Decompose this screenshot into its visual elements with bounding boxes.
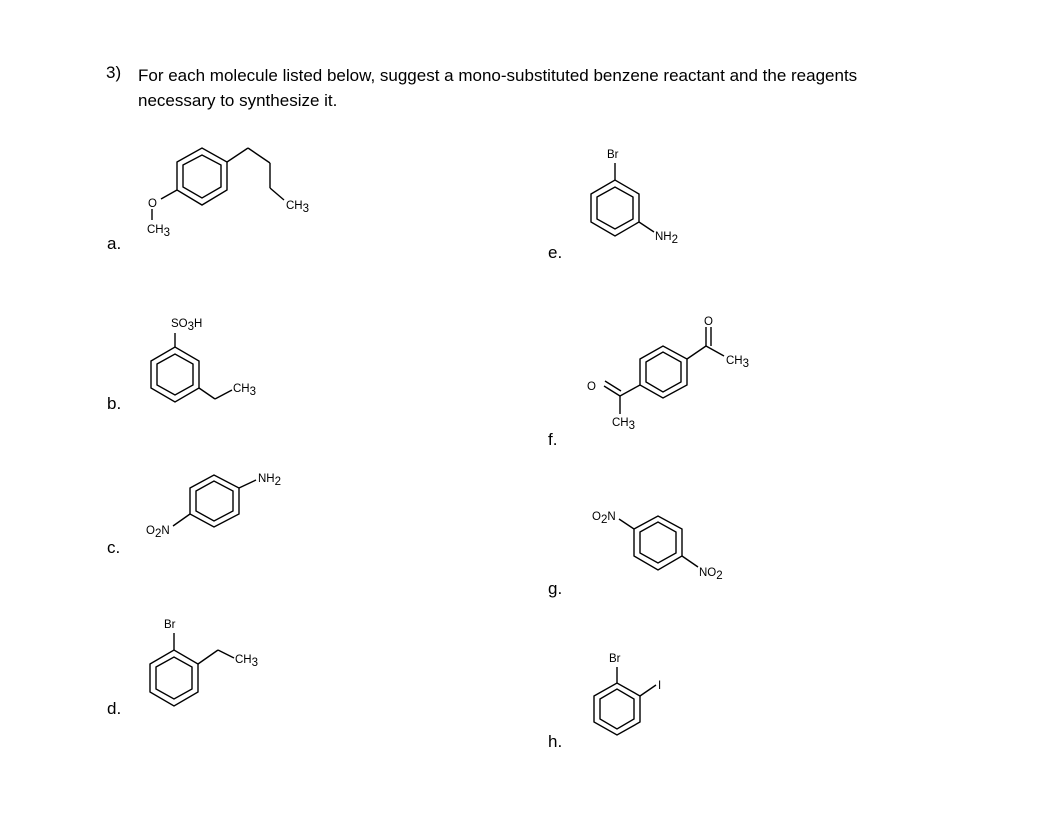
label-d: d. xyxy=(107,699,122,718)
atom-o: O xyxy=(704,316,713,328)
group-ch3: CH3 xyxy=(612,417,636,432)
group-o2n: O2N xyxy=(146,525,170,540)
group-so3h: SO3H xyxy=(171,318,203,333)
group-nh2: NH2 xyxy=(655,231,679,246)
label-g: g. xyxy=(548,579,563,598)
atom-br: Br xyxy=(609,653,621,665)
group-nh2: NH2 xyxy=(258,473,282,488)
label-c: c. xyxy=(107,538,121,557)
group-no2: NO2 xyxy=(699,567,723,582)
group-ch3: CH3 xyxy=(286,200,310,215)
label-f: f. xyxy=(548,430,558,449)
molecule-e xyxy=(591,149,678,246)
label-h: h. xyxy=(548,732,563,751)
label-a: a. xyxy=(107,234,122,253)
label-b: b. xyxy=(107,394,122,413)
molecule-c xyxy=(146,473,281,540)
molecule-f xyxy=(587,316,749,432)
question-text: For each molecule listed below, suggest a mono-substituted benzene reactant and the reagents necessary to synthesize it. xyxy=(138,66,858,110)
molecule-d xyxy=(150,619,258,706)
atom-o: O xyxy=(587,381,596,393)
molecule-g xyxy=(592,511,723,582)
label-e: e. xyxy=(548,243,563,262)
atom-i: I xyxy=(658,680,662,692)
group-o2n: O2N xyxy=(592,511,616,526)
molecule-h xyxy=(594,653,661,735)
atom-o: O xyxy=(148,198,157,210)
group-ch3: CH3 xyxy=(147,224,171,239)
atom-br: Br xyxy=(607,149,619,161)
group-ch3: CH3 xyxy=(235,654,259,669)
question-number: 3) xyxy=(106,63,122,82)
molecule-a xyxy=(147,148,309,239)
group-ch3: CH3 xyxy=(726,355,750,370)
molecule-b xyxy=(151,318,256,402)
atom-br: Br xyxy=(164,619,176,631)
group-ch3: CH3 xyxy=(233,383,257,398)
